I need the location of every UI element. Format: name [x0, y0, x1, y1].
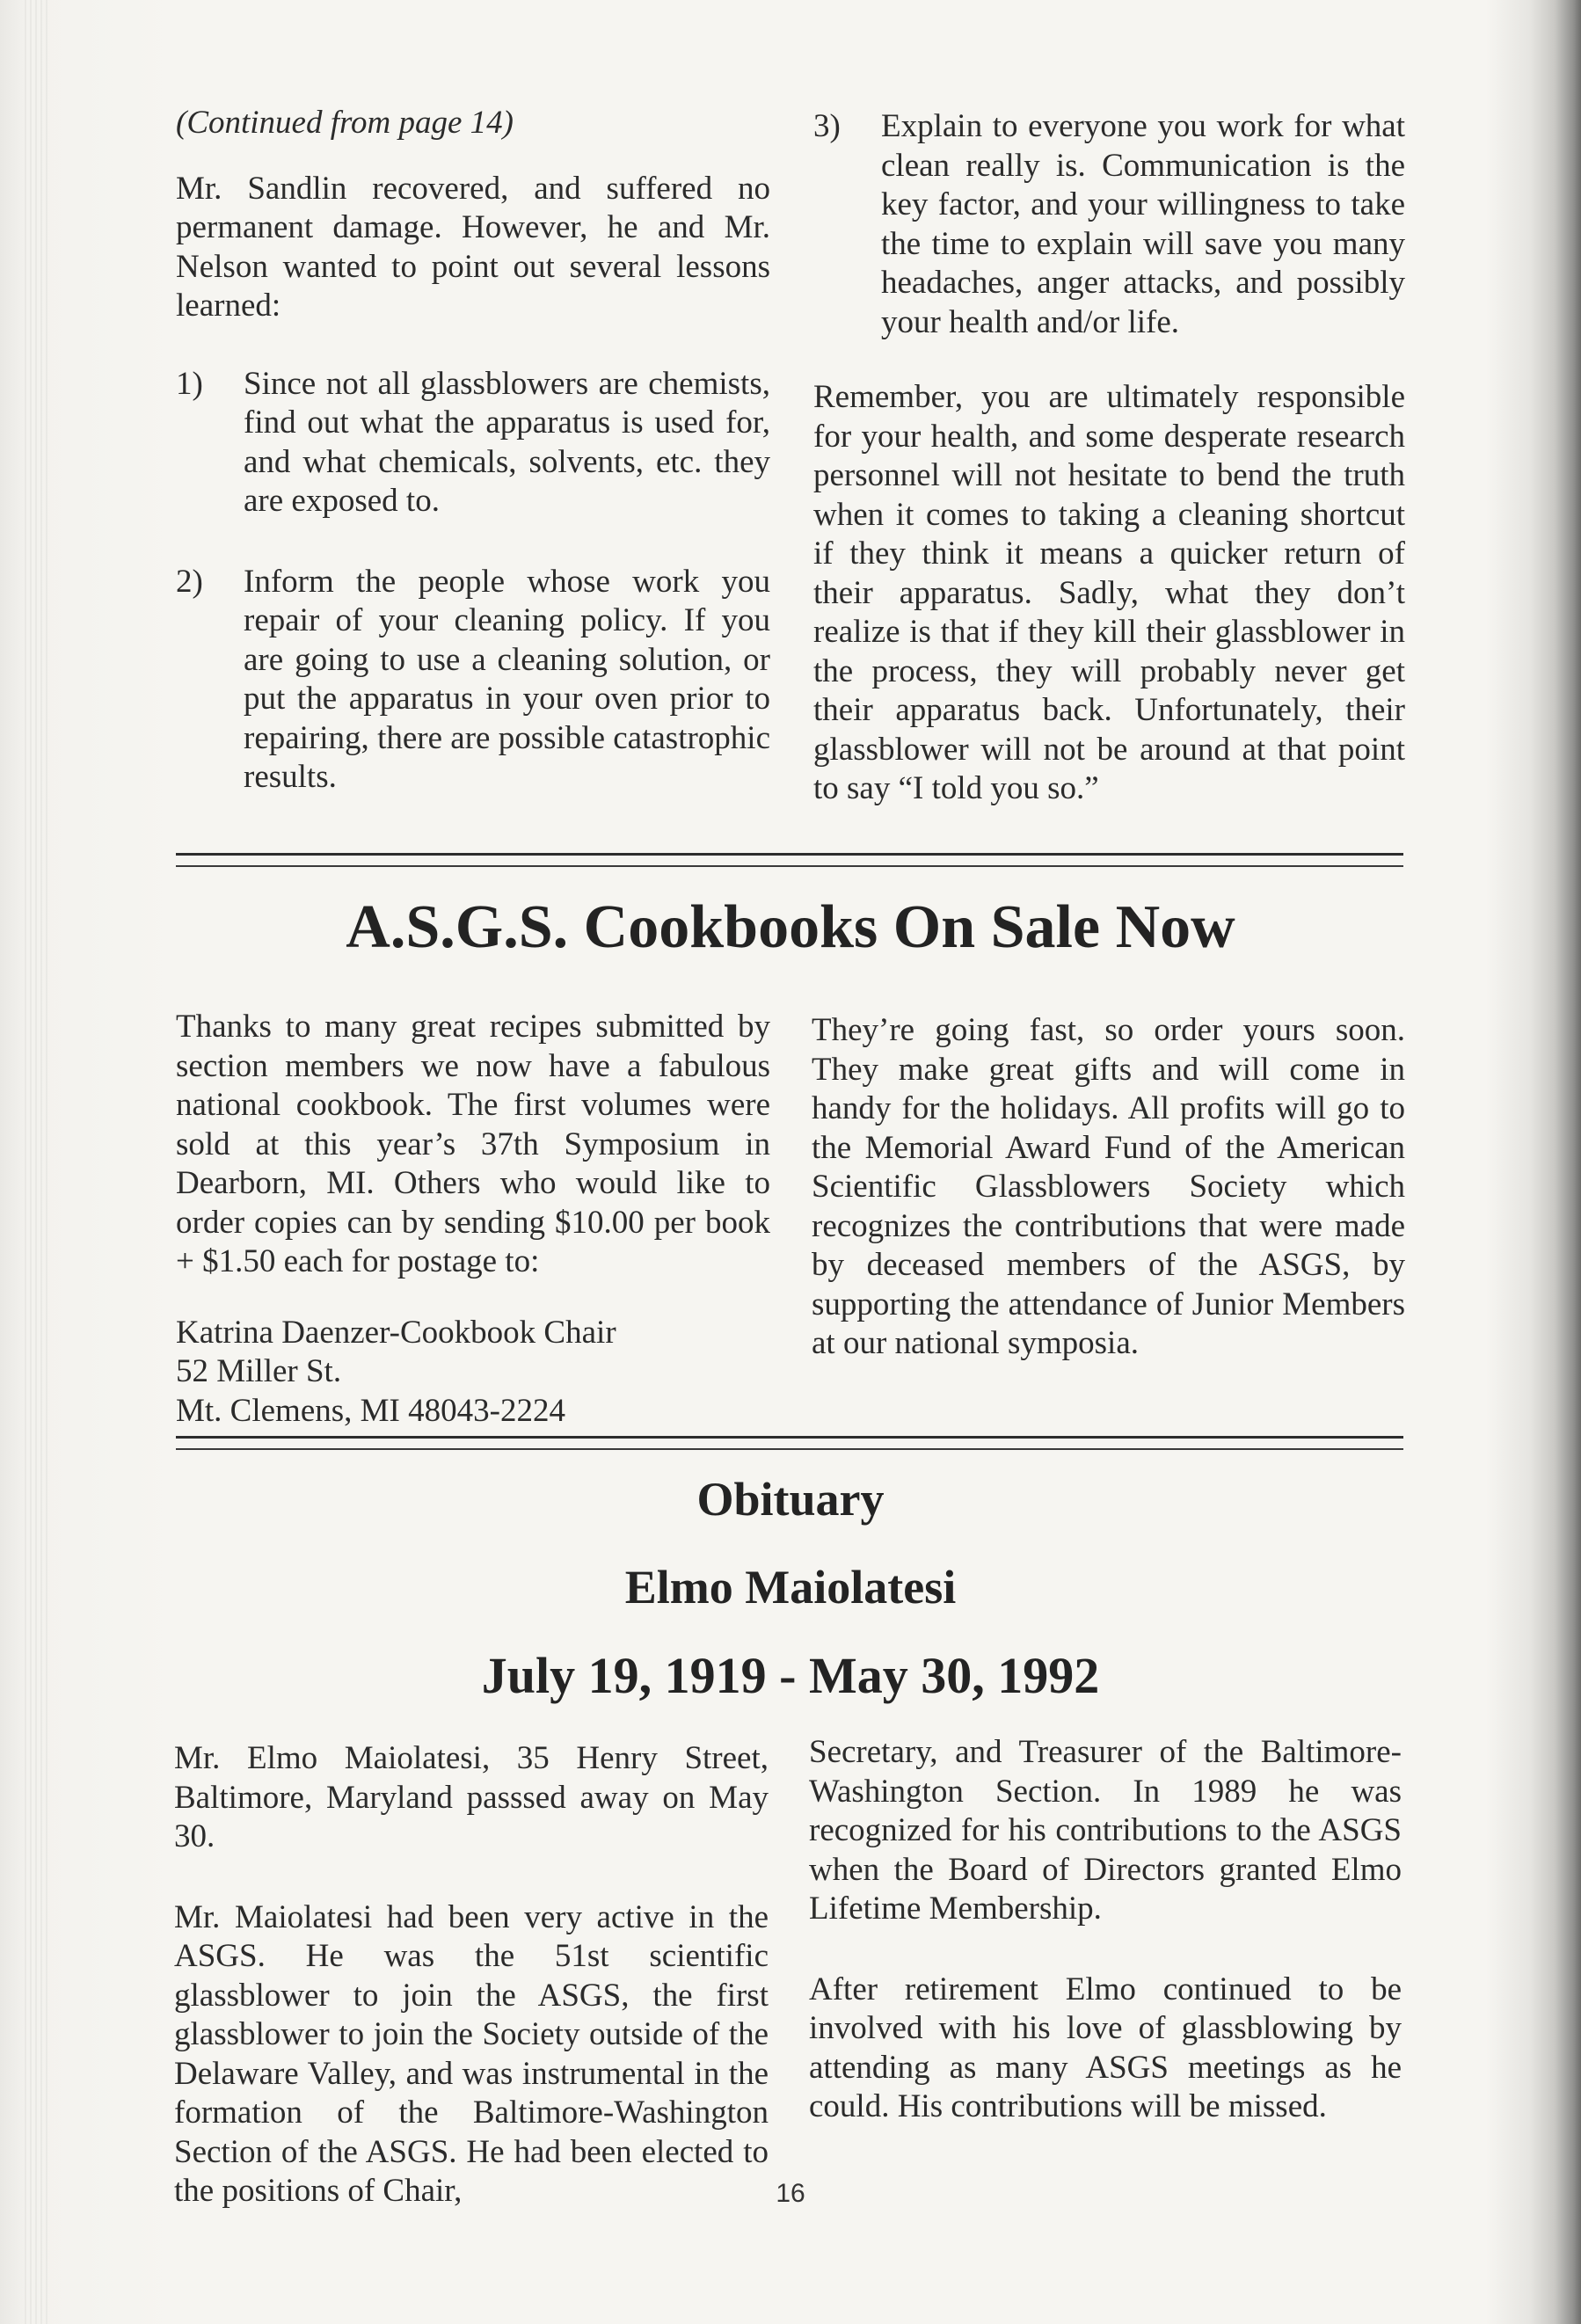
lesson-text: Since not all glassblowers are chemists, find out what the apparatus is used for, and what chemicals, solvents, etc. they are exposed to.	[244, 365, 770, 519]
obituary-paragraph: Mr. Elmo Maiolatesi, 35 Henry Street, Baltimore, Maryland passsed away on May 30.	[174, 1740, 769, 1854]
obituary-heading: Obituary	[696, 1473, 885, 1526]
cookbook-order-text: Thanks to many great recipes submitted by section members we now have a fabulous national cookbook. The first volumes were sold at this year’s 37th Symposium in Dearborn, MI. Others who would like to order copies can by sending $10.00 per book + $1.50 each for postage to:	[176, 1009, 770, 1279]
obituary-paragraph: Mr. Maiolatesi had been very active in the ASGS. He was the 51st scientific glassblower to join the ASGS, the first glassblower to join the Society outside of the Delaware Valley, and was instrumental in the formation of the Baltimore-Washington Section of the ASGS. He had been elected to the positions of Chair,	[174, 1898, 769, 2209]
cookbook-left-column	[176, 1008, 770, 1431]
top-left-column	[176, 104, 770, 798]
lesson-number: 1)	[176, 365, 203, 402]
address-line: 52 Miller St.	[176, 1353, 342, 1389]
lesson-item-3	[813, 107, 1405, 342]
cookbook-heading: A.S.G.S. Cookbooks On Sale Now	[346, 893, 1235, 961]
continued-note: (Continued from page 14)	[176, 105, 514, 141]
obituary-paragraph: After retirement Elmo continued to be involved with his love of glassblowing by attending as many ASGS meetings as he could. His contributions will be missed.	[809, 1971, 1402, 2124]
lesson-item-2	[176, 563, 770, 798]
section-divider	[176, 1448, 1403, 1450]
intro-paragraph: Mr. Sandlin recovered, and suffered no permanent damage. However, he and Mr. Nelson wanted to point out several lessons learned:	[176, 170, 770, 324]
cookbook-info-text: They’re going fast, so order yours soon. They make great gifts and will come in handy for the holidays. All profits will go to the Memorial Award Fund of the American Scientific Glassblowers Society which recognizes the contributions that were made by deceased members of the ASGS, by supporting the attendance of Junior Members at our national symposia.	[812, 1012, 1405, 1361]
address-line: Mt. Clemens, MI 48043-2224	[176, 1392, 565, 1429]
page-number: 16	[776, 2179, 805, 2208]
address-line: Katrina Daenzer-Cookbook Chair	[176, 1314, 616, 1351]
lesson-text: Explain to everyone you work for what clean really is. Communication is the key factor, and your willingness to take the time to explain will save you many headaches, anger attacks, and possibly your health and/or life.	[881, 108, 1405, 340]
lesson-number: 3)	[813, 108, 841, 144]
obituary-dates: July 19, 1919 - May 30, 1992	[481, 1647, 1100, 1704]
lesson-item-1	[176, 365, 770, 521]
section-divider	[176, 853, 1403, 856]
section-divider	[176, 865, 1403, 867]
obituary-left-column	[174, 1739, 769, 2211]
obituary-paragraph: Secretary, and Treasurer of the Baltimore-Washington Section. In 1989 he was recognized for his contributions to the ASGS when the Board of Directors granted Elmo Lifetime Membership.	[809, 1734, 1402, 1927]
obituary-right-column	[809, 1733, 1402, 2127]
binding-edge	[25, 0, 49, 2324]
obituary-name: Elmo Maiolatesi	[624, 1561, 957, 1614]
cookbook-address	[176, 1314, 770, 1432]
lesson-number: 2)	[176, 563, 203, 600]
lesson-text: Inform the people whose work you repair of your cleaning policy. If you are going to use a cleaning solution, or put the apparatus in your oven prior to repairing, there are possible catastrophic results.	[244, 563, 770, 795]
remember-paragraph: Remember, you are ultimately responsible for your health, and some desperate research personnel will not hesitate to bend the truth when it comes to taking a cleaning shortcut if they think it means a quicker return of their apparatus. Sadly, what they don’t realize is that if they kill their glassblower in the process, they will probably never get their apparatus back. Unfortunately, their glassblower will not be around at that point to say “I told you so.”	[813, 379, 1405, 806]
top-right-column	[813, 107, 1405, 809]
section-divider	[176, 1436, 1403, 1439]
cookbook-right-column	[812, 1011, 1405, 1364]
